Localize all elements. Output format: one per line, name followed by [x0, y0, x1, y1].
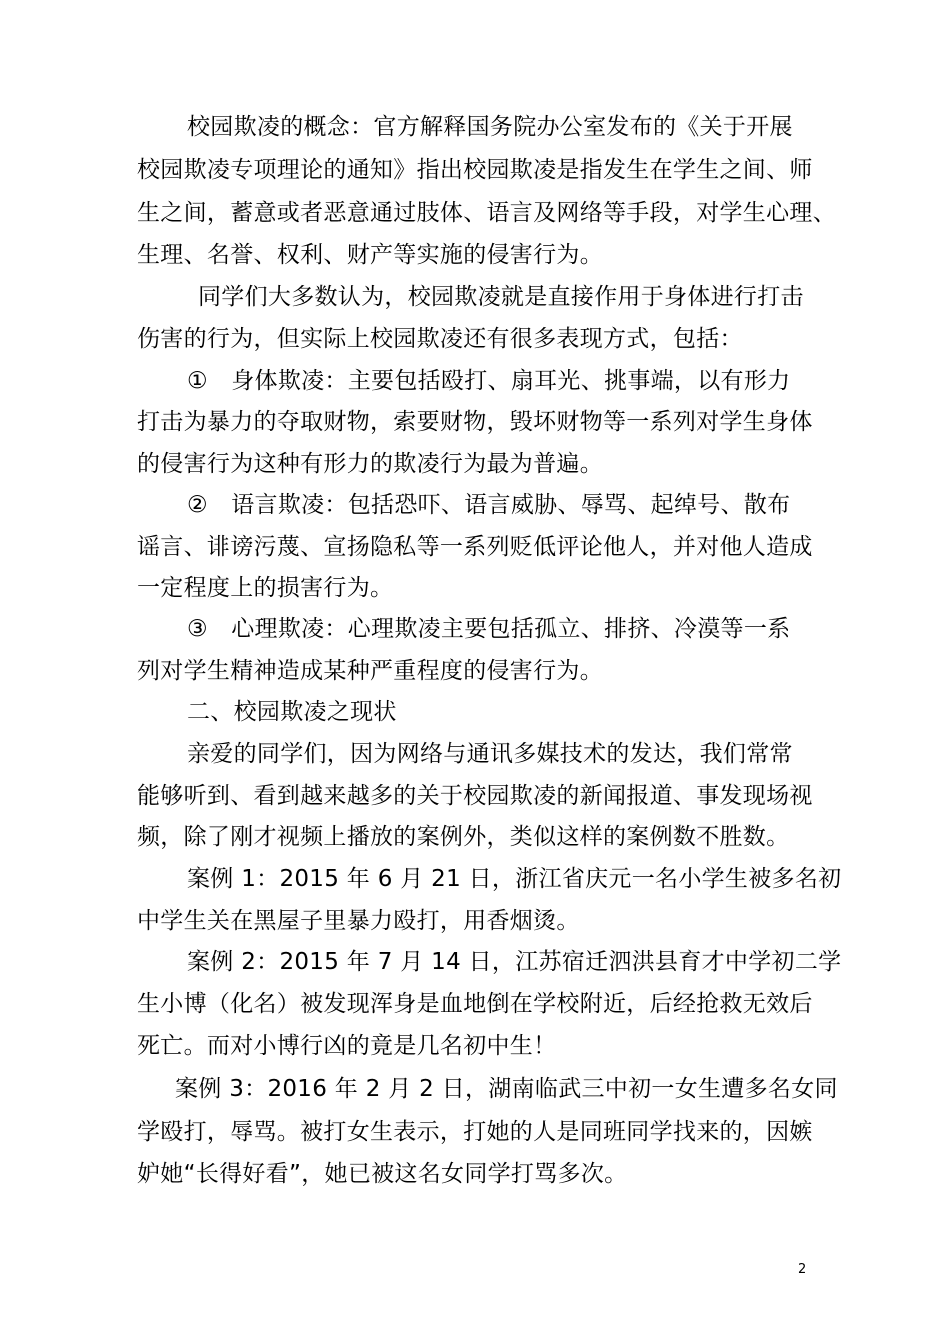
text-line: 校园欺凌专项理论的通知》指出校园欺凌是指发生在学生之间、师 [137, 157, 813, 183]
text-line: 案例 3：2016 年 2 月 2 日，湖南临武三中初一女生遭多名女同 [175, 1076, 838, 1102]
text-line: 能够听到、看到越来越多的关于校园欺凌的新闻报道、事发现场视 [137, 783, 813, 809]
text-line: 的侵害行为这种有形力的欺凌行为最为普遍。 [137, 451, 603, 477]
text-line: 生之间，蓄意或者恶意通过肢体、语言及网络等手段，对学生心理、 [137, 200, 836, 226]
text-line: 妒她“长得好看”，她已被这名女同学打骂多次。 [137, 1161, 628, 1187]
text-line: 生理、名誉、权利、财产等实施的侵害行为。 [137, 242, 603, 268]
text-line: 一定程度上的损害行为。 [137, 575, 394, 601]
text-line: 同学们大多数认为，校园欺凌就是直接作用于身体进行打击 [198, 284, 804, 310]
text-line: 学殴打，辱骂。被打女生表示，打她的人是同班同学找来的，因嫉 [137, 1119, 813, 1145]
text-line: 列对学生精神造成某种严重程度的侵害行为。 [137, 658, 603, 684]
text-line: ③ 心理欺凌：心理欺凌主要包括孤立、排挤、冷漠等一系 [187, 616, 791, 642]
text-line: 中学生关在黑屋子里暴力殴打，用香烟烫。 [137, 908, 580, 934]
text-line: 死亡。而对小博行凶的竟是几名初中生！ [137, 1033, 557, 1059]
text-line: 打击为暴力的夺取财物，索要财物，毁坏财物等一系列对学生身体 [137, 409, 813, 435]
text-line: ② 语言欺凌：包括恐吓、语言威胁、辱骂、起绰号、散布 [187, 492, 791, 518]
section-heading: 二、校园欺凌之现状 [187, 699, 397, 725]
text-line: ① 身体欺凌：主要包括殴打、扇耳光、挑事端，以有形力 [187, 368, 791, 394]
page-number: 2 [798, 1262, 807, 1277]
text-line: 校园欺凌的概念：官方解释国务院办公室发布的《关于开展 [187, 114, 793, 140]
text-line: 伤害的行为，但实际上校园欺凌还有很多表现方式，包括： [137, 326, 743, 352]
text-line: 案例 1：2015 年 6 月 21 日，浙江省庆元一名小学生被多名初 [187, 866, 842, 892]
text-line: 生小博（化名）被发现浑身是血地倒在学校附近，后经抢救无效后 [137, 991, 813, 1017]
text-line: 亲爱的同学们，因为网络与通讯多媒技术的发达，我们常常 [187, 741, 793, 767]
text-line: 频，除了刚才视频上播放的案例外，类似这样的案例数不胜数。 [137, 824, 790, 850]
text-line: 案例 2：2015 年 7 月 14 日，江苏宿迁泗洪县育才中学初二学 [187, 949, 842, 975]
text-line: 谣言、诽谤污蔑、宣扬隐私等一系列贬低评论他人，并对他人造成 [137, 534, 813, 560]
